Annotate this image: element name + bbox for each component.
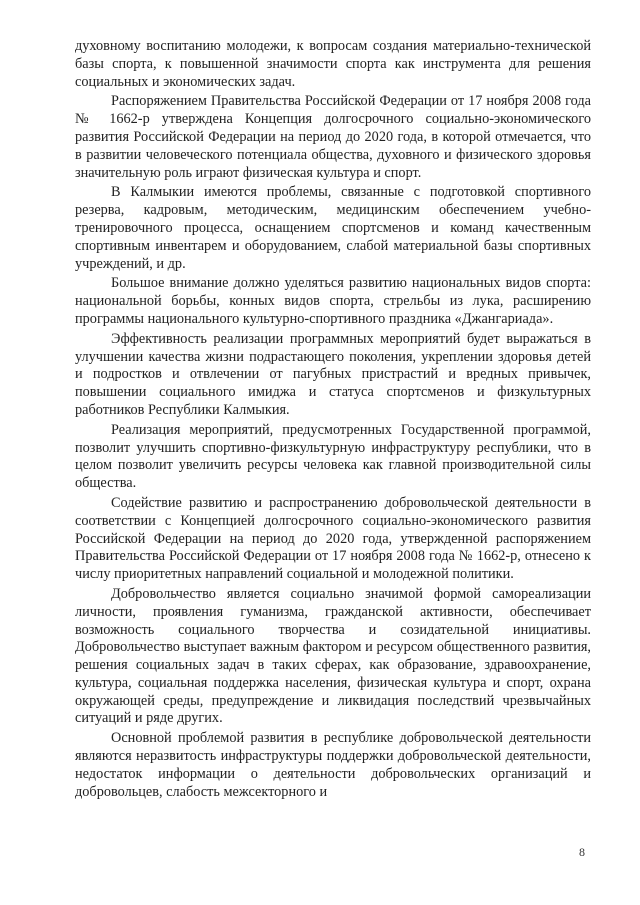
paragraph: Основной проблемой развития в республике добровольческой деятельности являются неразвитость инфраструктуры поддержки добровольческой деятельности, недостаток информации о деятельности добровольческих организаций и добровольцев, слабость межсекторного и: [75, 730, 591, 800]
paragraph: Распоряжением Правительства Российской Федерации от 17 ноября 2008 года № 1662-р утверждена Концепция долгосрочного социально-экономического развития Российской Федерации на период до 2020 года, в которой отмечается, что в развитии человеческого потенциала общества, духовного и физического здоровья значительную роль играют физическая культура и спорт.: [75, 93, 591, 181]
document-body: [75, 38, 591, 803]
page-number: 8: [579, 845, 585, 859]
paragraph: Содействие развитию и распространению добровольческой деятельности в соответствии с Концепцией долгосрочного социально-экономического развития Российской Федерации на период до 2020 года, утвержденной распоряжением Правительства Российской Федерации от 17 ноября 2008 года № 1662-р, отнесено к числу приоритетных направлений социальной и молодежной политики.: [75, 494, 591, 583]
paragraph: духовному воспитанию молодежи, к вопросам создания материально-технической базы спорта, к повышенной значимости спорта как инструмента для решения социальных и экономических задач.: [75, 38, 591, 90]
paragraph: В Калмыкии имеются проблемы, связанные с подготовкой спортивного резерва, кадровым, методическим, медицинским обеспечением учебно-тренировочного процесса, оснащением спортсменов и команд качественным спортивным инвентарем и оборудованием, слабой материальной базы спортивных учреждений, и др.: [75, 184, 591, 272]
paragraph: Эффективность реализации программных мероприятий будет выражаться в улучшении качества жизни подрастающего поколения, укреплении здоровья детей и подростков и отвлечении от пагубных пристрастий и вредных привычек, повышении социального имиджа и статуса спортсменов и физкультурных работников Республики Калмыкия.: [75, 330, 591, 418]
paragraph: Добровольчество является социально значимой формой самореализации личности, проявления гуманизма, гражданской активности, обеспечивает возможность социального творчества и созидательной инициативы. Добровольчество выступает важным фактором и ресурсом общественного развития, решения социальных задач в таких сферах, как образование, здравоохранение, культура, социальная поддержка населения, физическая культура и спорт, охрана окружающей среды, предупреждение и ликвидация последствий чрезвычайных ситуаций и ряде других.: [75, 585, 591, 727]
paragraph: Реализация мероприятий, предусмотренных Государственной программой, позволит улучшить спортивно-физкультурную инфраструктуру республики, что в целом позволит увеличить ресурсы человека как главной производительной силы общества.: [75, 421, 591, 492]
paragraph: Большое внимание должно уделяться развитию национальных видов спорта: национальной борьбы, конных видов спорта, стрельбы из лука, расширению программы национального культурно-спортивного праздника «Джангариада».: [75, 275, 591, 327]
